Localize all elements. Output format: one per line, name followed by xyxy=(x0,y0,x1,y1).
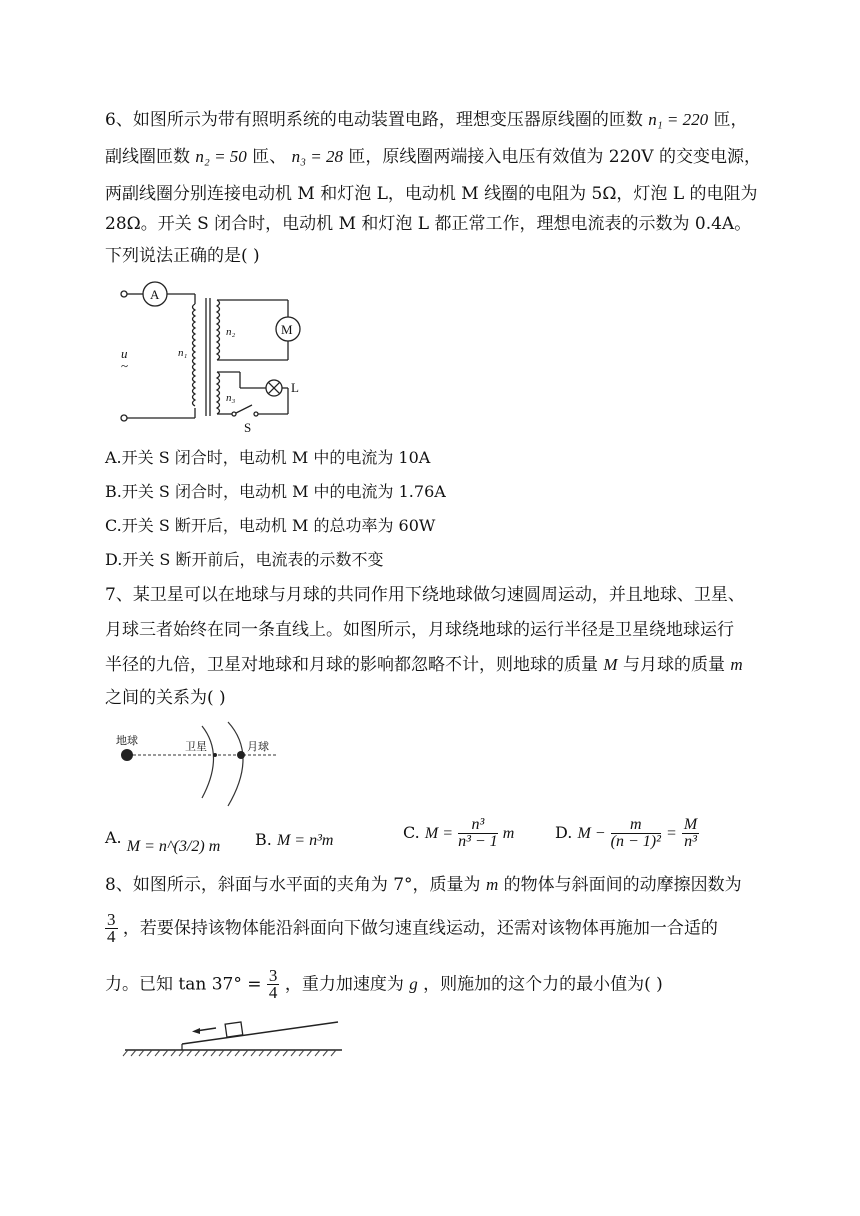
n1-label: n₁ xyxy=(178,347,188,359)
q7-var-M: M xyxy=(603,655,618,674)
block-object xyxy=(225,1022,243,1037)
q7-line-1: 7、某卫星可以在地球与月球的共同作用下绕地球做匀速圆周运动，并且地球、卫星、 xyxy=(105,585,745,605)
option-a-expression: M = n^(3/2) m xyxy=(126,838,221,855)
option-label: B. xyxy=(255,830,272,849)
q6-n3-value: n₃ = 28 xyxy=(291,147,343,166)
q8-line-2 xyxy=(105,912,718,945)
q8-text: 力。已知 tan 37° = xyxy=(105,974,262,995)
option-d-fraction-2 xyxy=(682,817,699,850)
q7-option-c[interactable] xyxy=(403,817,514,850)
source-ac-symbol: ~ xyxy=(121,358,129,373)
q6-n2-value: n₂ = 50 xyxy=(195,147,247,166)
q8-line-1 xyxy=(105,873,742,897)
q8-text: ，重力加速度为 xyxy=(284,974,404,995)
earth-label: 地球 xyxy=(116,734,138,747)
option-label: D. xyxy=(555,823,573,842)
q8-var-m: m xyxy=(485,875,499,894)
switch-label: S xyxy=(244,420,252,435)
q6-text: 匝，原线圈两端接入电压有效值为 220V 的交变电源， xyxy=(348,147,761,167)
q7-option-b[interactable] xyxy=(255,830,333,850)
q6-text: 匝， xyxy=(713,110,748,130)
lamp-label: L xyxy=(291,380,299,395)
fraction-denominator: 4 xyxy=(268,983,278,1002)
q7-line-2: 月球三者始终在同一条直线上。如图所示，月球绕地球的运行半径是卫星绕地球运行 xyxy=(105,620,734,640)
q6-option-c[interactable]: C.开关 S 断开后，电动机 M 的总功率为 60W xyxy=(105,516,436,535)
q8-tan-fraction xyxy=(267,968,280,1001)
n3-label: n₃ xyxy=(226,392,236,404)
q6-option-b[interactable]: B.开关 S 闭合时，电动机 M 中的电流为 1.76A xyxy=(105,482,446,501)
q6-line-3: 两副线圈分别连接电动机 M 和灯泡 L，电动机 M 线圈的电阻为 5Ω，灯泡 L 的电阻为 xyxy=(105,184,758,204)
orbit-diagram xyxy=(110,718,290,810)
q7-var-m: m xyxy=(730,655,743,674)
q6-text: 6、如图所示为带有照明系统的电动装置电路，理想变压器原线圈的匝数 xyxy=(105,110,643,130)
circuit-diagram xyxy=(110,280,310,440)
q7-option-d[interactable] xyxy=(555,817,699,850)
q6-n1-value: n₁ = 220 xyxy=(648,110,709,129)
satellite-label: 卫星 xyxy=(185,740,207,753)
option-d-fraction-1 xyxy=(611,817,661,850)
fraction-numerator: n³ xyxy=(458,817,498,834)
fraction-numerator: M xyxy=(683,816,698,833)
q6-text: 副线圈匝数 xyxy=(105,147,190,167)
fraction-denominator: n³ − 1 xyxy=(458,833,498,850)
option-b-expression: M = n³m xyxy=(276,832,334,849)
fraction-denominator: n³ xyxy=(684,833,697,850)
option-d-lhs: M − xyxy=(577,825,606,842)
q6-option-d[interactable]: D.开关 S 断开前后，电流表的示数不变 xyxy=(105,550,384,569)
q6-line-2 xyxy=(105,145,761,169)
q6-line-1 xyxy=(105,108,748,132)
fraction-denominator: (n − 1)² xyxy=(610,833,661,850)
moon-label: 月球 xyxy=(247,740,269,753)
source-u-label: u xyxy=(121,346,128,361)
q6-text: 匝、 xyxy=(252,147,287,167)
fraction-numerator: 3 xyxy=(107,910,116,929)
q6-option-a[interactable]: A.开关 S 闭合时，电动机 M 中的电流为 10A xyxy=(105,448,431,467)
q8-line-3 xyxy=(105,968,663,1001)
q8-text: ，则施加的这个力的最小值为( ) xyxy=(423,974,663,995)
q7-option-a[interactable] xyxy=(105,828,221,855)
ammeter-label: A xyxy=(150,287,160,302)
option-c-rhs: m xyxy=(502,825,515,842)
q8-mu-fraction xyxy=(105,912,118,945)
q8-text: 的物体与斜面间的动摩擦因数为 xyxy=(503,875,742,895)
q6-line-4: 28Ω。开关 S 闭合时，电动机 M 和灯泡 L 都正常工作，理想电流表的示数为 0.4A。 xyxy=(105,214,752,234)
q6-line-5: 下列说法正确的是( ) xyxy=(105,246,260,266)
option-label: A. xyxy=(105,828,122,847)
motor-label: M xyxy=(281,322,293,337)
q7-line-4: 之间的关系为( ) xyxy=(105,688,226,708)
option-label: C. xyxy=(403,823,420,842)
switch-symbol xyxy=(236,405,252,413)
q8-text: 8、如图所示，斜面与水平面的夹角为 7°，质量为 xyxy=(105,875,481,895)
q7-line-3 xyxy=(105,653,743,677)
option-c-lhs: M = xyxy=(424,825,453,842)
fraction-denominator: 4 xyxy=(107,927,116,946)
equals-sign: = xyxy=(666,825,677,842)
option-c-fraction xyxy=(458,817,498,850)
q7-text: 半径的九倍，卫星对地球和月球的影响都忽略不计，则地球的质量 xyxy=(105,655,598,675)
incline-diagram xyxy=(120,1014,350,1064)
fraction-numerator: 3 xyxy=(268,966,278,985)
q7-text: 与月球的质量 xyxy=(622,655,725,675)
q8-text: ，若要保持该物体能沿斜面向下做匀速直线运动，还需对该物体再施加一合适的 xyxy=(122,918,718,939)
q8-var-g: g xyxy=(409,974,418,994)
n2-label: n₂ xyxy=(226,326,236,338)
fraction-numerator: m xyxy=(611,817,661,834)
